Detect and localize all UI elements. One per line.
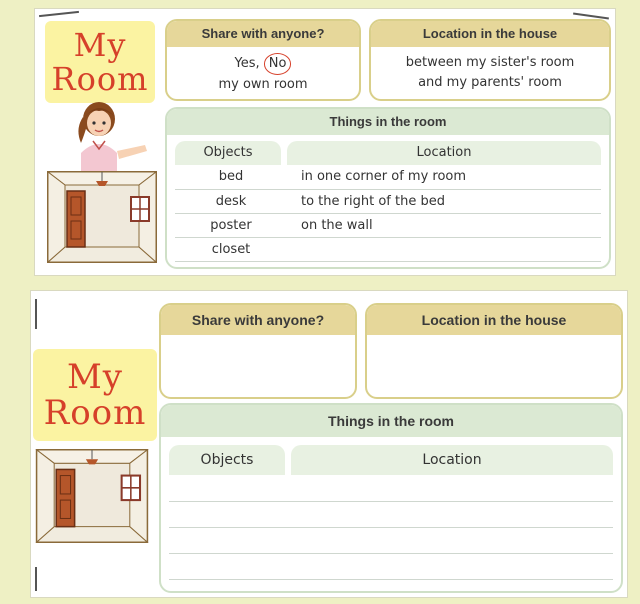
share-answer-blank[interactable] — [161, 335, 355, 397]
object-cell: poster — [210, 217, 252, 233]
location-cell: on the wall — [301, 217, 373, 233]
location-cell-blank[interactable] — [291, 553, 613, 579]
template-card — [30, 290, 628, 598]
table-header-row — [169, 445, 613, 475]
table-row — [169, 501, 613, 527]
location-box — [365, 303, 623, 399]
location-answer-blank[interactable] — [367, 335, 621, 397]
share-answer — [167, 47, 359, 95]
title-line-2: Room — [51, 60, 149, 98]
col-location: Location — [287, 141, 601, 165]
table-header-row — [175, 141, 601, 165]
object-cell: bed — [218, 169, 244, 185]
share-heading: Share with anyone? — [161, 305, 355, 335]
col-location: Location — [291, 445, 613, 475]
example-card — [34, 8, 616, 276]
col-objects: Objects — [175, 141, 281, 165]
table-row — [169, 527, 613, 553]
object-cell-blank[interactable] — [169, 501, 291, 527]
location-heading: Location in the house — [371, 21, 609, 47]
location-cell-blank[interactable] — [291, 475, 613, 501]
location-cell: in one corner of my room — [301, 169, 467, 185]
corner-mark — [35, 567, 37, 591]
things-table-wrap — [167, 135, 609, 262]
location-cell-blank[interactable] — [291, 527, 613, 553]
table-row — [169, 553, 613, 579]
my-room-title — [33, 349, 157, 441]
object-cell-blank[interactable] — [169, 527, 291, 553]
location-line-1: between my sister's room — [405, 55, 575, 70]
location-heading: Location in the house — [367, 305, 621, 335]
things-heading: Things in the room — [161, 405, 621, 437]
object-cell-blank[interactable] — [169, 475, 291, 501]
answer-own-room: my own room — [218, 77, 308, 92]
object-cell-blank[interactable] — [169, 553, 291, 579]
room-illustration — [35, 449, 149, 543]
share-box — [165, 19, 361, 101]
table-row — [175, 213, 601, 237]
girl-illustration — [59, 95, 155, 173]
corner-mark — [35, 299, 37, 329]
title-line-1: My — [73, 26, 127, 64]
location-cell — [287, 237, 601, 261]
table-row — [169, 475, 613, 501]
things-table-wrap — [161, 437, 621, 580]
location-cell-blank[interactable] — [291, 501, 613, 527]
answer-yes: Yes, — [234, 56, 260, 71]
title-line-2: Room — [43, 393, 147, 433]
things-box — [159, 403, 623, 593]
share-box — [159, 303, 357, 399]
title-line-1: My — [66, 357, 124, 397]
my-room-title — [45, 21, 155, 103]
location-box — [369, 19, 611, 101]
things-heading: Things in the room — [167, 109, 609, 135]
answer-no-circled: No — [264, 53, 292, 75]
corner-mark — [39, 11, 79, 17]
things-table — [175, 141, 601, 262]
things-table — [169, 445, 613, 580]
location-cell: to the right of the bed — [301, 193, 445, 209]
table-row — [175, 165, 601, 189]
object-cell: closet — [211, 241, 251, 257]
location-line-2: and my parents' room — [418, 75, 562, 90]
col-objects: Objects — [169, 445, 285, 475]
table-row — [175, 237, 601, 261]
object-cell: desk — [215, 193, 247, 209]
location-answer — [371, 47, 609, 93]
share-heading: Share with anyone? — [167, 21, 359, 47]
table-row — [175, 189, 601, 213]
room-illustration — [47, 171, 157, 263]
things-box — [165, 107, 611, 269]
